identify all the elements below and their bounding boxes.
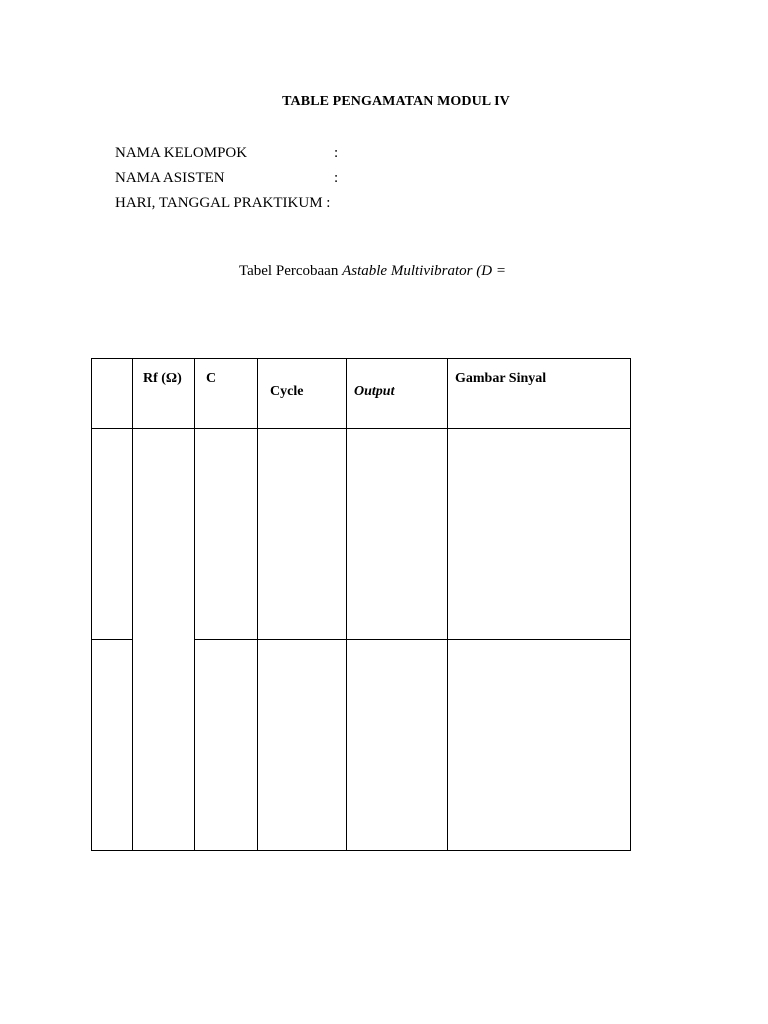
- header-cell-blank: [92, 359, 133, 429]
- table-cell: [347, 429, 448, 640]
- page-title: TABLE PENGAMATAN MODUL IV: [282, 94, 510, 109]
- table-cell: [448, 429, 631, 640]
- field-colon: :: [334, 145, 339, 161]
- table-cell: [258, 640, 347, 851]
- table-cell: [448, 640, 631, 851]
- table-cell: [195, 429, 258, 640]
- header-cell-c: C: [195, 359, 258, 429]
- field-label: HARI, TANGGAL PRAKTIKUM :: [115, 195, 331, 211]
- header-cell-gambar-sinyal: Gambar Sinyal: [448, 359, 631, 429]
- table-row: [92, 429, 631, 640]
- table-cell: [195, 640, 258, 851]
- caption-prefix: Tabel Percobaan: [239, 263, 343, 279]
- table-header-row: [92, 359, 631, 429]
- caption-italic: Astable Multivibrator (D =: [342, 263, 506, 279]
- field-label: NAMA KELOMPOK: [115, 145, 248, 161]
- observation-table: [91, 358, 631, 851]
- field-colon: :: [334, 170, 339, 186]
- header-cell-cycle: Cycle: [258, 359, 347, 429]
- table-cell-rf-merged: [133, 429, 195, 851]
- field-label: NAMA ASISTEN: [115, 170, 225, 186]
- header-cell-rf: Rf (Ω): [133, 359, 195, 429]
- header-cell-output: Output: [347, 359, 448, 429]
- table-cell: [92, 640, 133, 851]
- table-cell: [92, 429, 133, 640]
- table-cell: [258, 429, 347, 640]
- table-cell: [347, 640, 448, 851]
- table-caption: [239, 263, 506, 280]
